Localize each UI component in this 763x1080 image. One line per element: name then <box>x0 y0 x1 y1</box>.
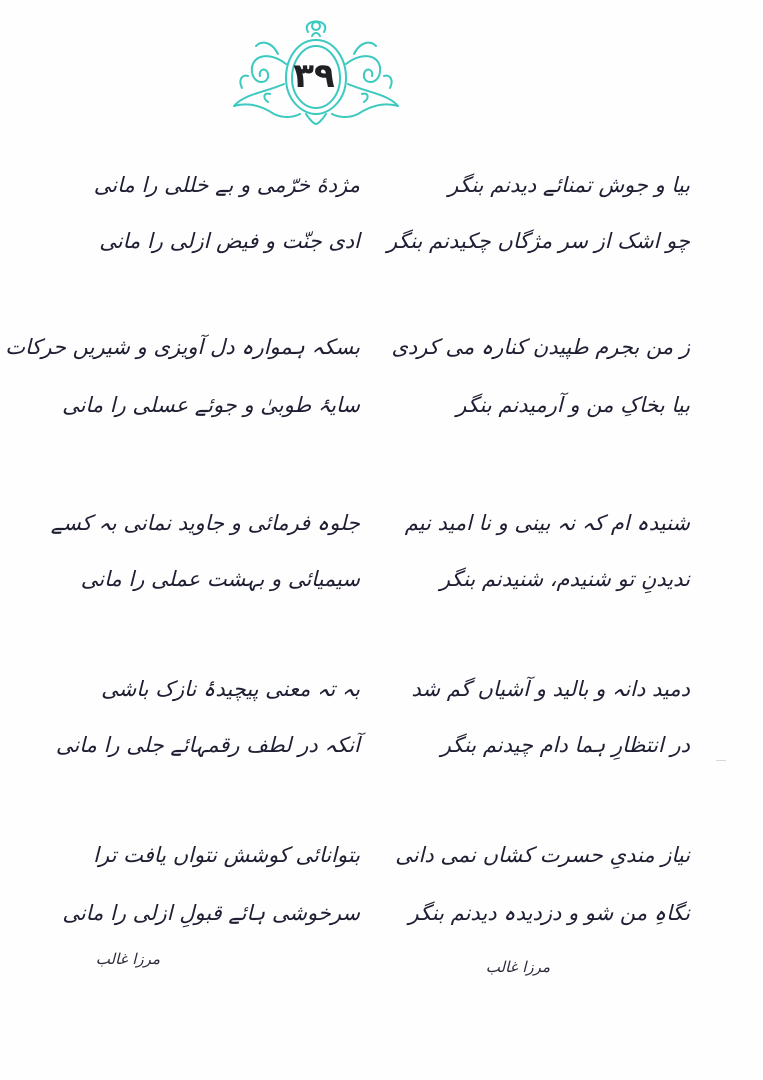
verse-right-3-2: ندیدنِ تو شنیدم، شنیدنم بنگر <box>439 567 690 591</box>
verse-left-5-1: بتوانائی کوشش نتواں یافت ترا <box>93 843 360 867</box>
verse-left-4-2: آنکہ در لطف رقمہائے جلی را مانی <box>55 733 360 757</box>
verse-left-1-2: ادی جنّت و فیض ازلی را مانی <box>99 229 360 253</box>
verse-left-3-2: سیمیائی و بہشت عملی را مانی <box>80 567 360 591</box>
signature-right: مرزا غالب <box>485 958 550 976</box>
verse-right-3-1: شنیدہ ام کہ نہ بینی و نا امید نیم <box>404 511 690 535</box>
signature-left: مرزا غالب <box>95 950 160 968</box>
verse-right-1-1: بیا و جوش تمنائے دیدنم بنگر <box>448 173 690 197</box>
verse-left-2-2: سایۂ طوبیٰ و جوئے عسلی را مانی <box>62 393 360 417</box>
verse-left-3-1: جلوہ فرمائی و جاوید نمانی بہ کسے <box>50 511 360 535</box>
page-number: ۳۹ <box>293 56 335 96</box>
verse-right-2-2: بیا بخاکِ من و آرمیدنم بنگر <box>456 393 690 417</box>
verse-right-1-2: چو اشک از سر مژگاں چکیدنم بنگر <box>386 229 690 253</box>
verse-left-5-2: سرخوشی ہائے قبولِ ازلی را مانی <box>62 901 360 925</box>
verse-right-4-1: دمید دانہ و بالید و آشیاں گم شد <box>411 677 690 701</box>
margin-mark <box>716 760 726 761</box>
verse-right-5-1: نیاز مندیِ حسرت کشاں نمی دانی <box>395 843 690 867</box>
verse-left-4-1: بہ تہ معنی پیچیدۂ نازک باشی <box>101 677 360 701</box>
verse-right-2-1: ز من بجرم طپیدن کنارہ می کردی <box>391 335 690 359</box>
verse-left-2-1: بسکہ ہموارہ دل آویزی و شیریں حرکات <box>5 335 360 359</box>
verse-right-4-2: در انتظارِ ہما دام چیدنم بنگر <box>440 733 690 757</box>
verse-left-1-1: مژدهٔ خرّمی و بے خللی را مانی <box>93 173 360 197</box>
verse-right-5-2: نگاہِ من شو و دزدیدہ دیدنم بنگر <box>408 901 690 925</box>
